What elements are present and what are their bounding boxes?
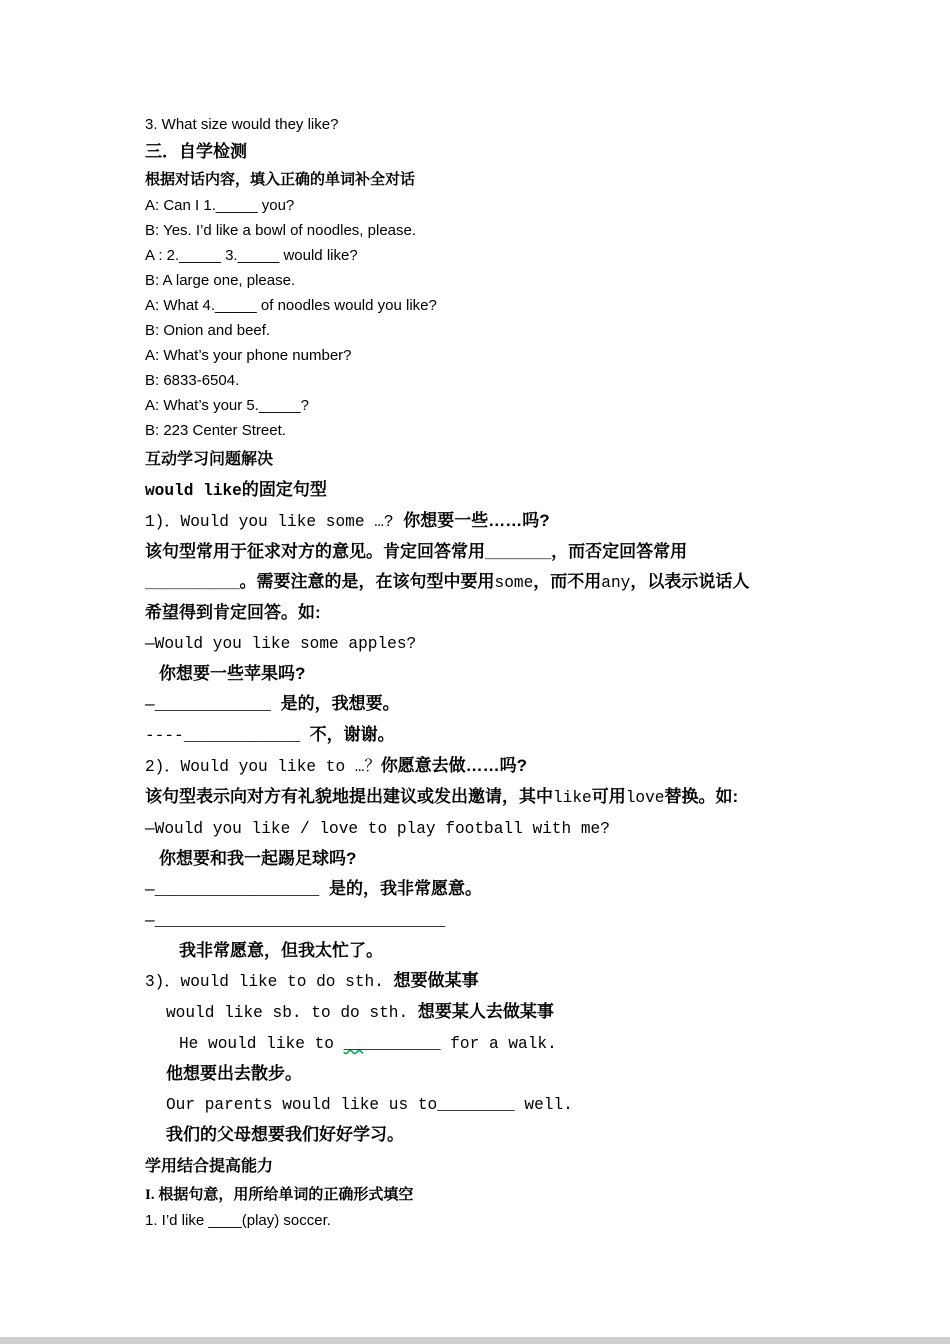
text-segment: B: Onion and beef. — [145, 322, 271, 339]
text-segment: ，而不用 — [533, 572, 602, 591]
text-segment: 我们的父母想要我们好好学习。 — [166, 1125, 404, 1144]
text-segment: —______________________________ — [145, 912, 446, 930]
text-segment: Our parents would like us to________ well. — [166, 1096, 573, 1114]
text-segment: 1)．Would you like some …? — [145, 513, 404, 531]
text-segment: B: 223 Center Street. — [145, 422, 286, 439]
text-segment: —Would you like some apples? — [145, 635, 417, 653]
page-bottom-edge — [0, 1337, 950, 1344]
text-segment: 不，谢谢。 — [309, 725, 395, 744]
text-segment: __ — [343, 1035, 364, 1053]
text-line — [145, 1059, 820, 1089]
text-segment: 学用结合提高能力 — [145, 1158, 274, 1175]
text-line — [145, 112, 820, 137]
text-segment: 是的，我想要。 — [280, 694, 400, 713]
text-line — [145, 268, 820, 293]
text-line — [145, 137, 820, 167]
text-line — [145, 193, 820, 218]
text-line — [145, 475, 820, 506]
text-line — [145, 905, 820, 936]
text-segment: some — [494, 574, 534, 592]
text-segment: __________。需要注意的是，在该句型中要用 — [145, 572, 495, 591]
text-line — [145, 1152, 820, 1182]
text-segment: ----____________ — [145, 727, 310, 745]
text-line — [145, 318, 820, 343]
text-segment: A: What’s your 5._____? — [145, 397, 309, 414]
text-segment: A: What 4._____ of noodles would you like? — [145, 297, 437, 314]
text-line — [145, 218, 820, 243]
text-segment: I. — [145, 1187, 159, 1203]
text-segment: 我非常愿意，但我太忙了。 — [179, 941, 383, 960]
text-line — [145, 243, 820, 268]
text-line — [145, 966, 820, 997]
text-line — [145, 506, 820, 537]
text-segment: 是的，我非常愿意。 — [329, 879, 483, 898]
text-line — [145, 689, 820, 720]
text-segment: 他想要出去散步。 — [166, 1064, 302, 1083]
text-segment: love — [625, 789, 665, 807]
text-segment: 想要做某事 — [393, 971, 479, 990]
text-segment: A: Can I 1._____ you? — [145, 197, 295, 214]
text-segment: like — [553, 789, 592, 807]
text-segment: ________ for a walk. — [363, 1035, 557, 1053]
text-segment: 根据句意，用所给单词的正确形式填空 — [158, 1186, 414, 1203]
text-segment: 该句型常用于征求对方的意见。肯定回答常用_______，而否定回答常用 — [145, 542, 688, 561]
text-segment: 3. What size would they like? — [145, 116, 339, 133]
text-segment: —____________ — [145, 696, 281, 714]
text-segment: 互动学习问题解决 — [145, 451, 274, 468]
text-segment: 三．自学检测 — [145, 142, 247, 161]
text-line — [145, 445, 820, 475]
text-line — [145, 537, 820, 567]
text-segment: 1. I’d like ____(play) soccer. — [145, 1212, 331, 1229]
text-segment: 你愿意去做……吗? — [380, 756, 528, 775]
text-segment: 的固定句型 — [241, 480, 327, 499]
text-segment: 该句型表示向对方有礼貌地提出建议或发出邀请，其中 — [145, 787, 553, 806]
text-segment: would like sb. to do sth. — [166, 1004, 418, 1022]
text-segment: 2)．Would you like to …？ — [145, 758, 381, 776]
text-line — [145, 720, 820, 751]
text-segment: B: Yes. I’d like a bowl of noodles, please. — [145, 222, 417, 239]
text-segment: —_________________ — [145, 881, 330, 899]
text-line — [145, 844, 820, 874]
text-line — [145, 659, 820, 689]
text-line — [145, 782, 820, 813]
text-line — [145, 751, 820, 782]
text-segment: He would like to — [179, 1035, 344, 1053]
text-line — [145, 936, 820, 966]
text-segment: 根据对话内容，填入正确的单词补全对话 — [145, 171, 416, 188]
text-segment: would like — [145, 482, 242, 500]
text-line — [145, 343, 820, 368]
text-line — [145, 1208, 820, 1233]
text-line — [145, 167, 820, 193]
text-line — [145, 393, 820, 418]
document-body — [145, 112, 820, 1233]
text-line — [145, 1120, 820, 1150]
text-line — [145, 628, 820, 659]
text-segment: 你想要一些……吗? — [403, 511, 550, 530]
text-line — [145, 874, 820, 905]
text-line — [145, 368, 820, 393]
text-segment: A: What’s your phone number? — [145, 347, 352, 364]
text-segment: ，以表示说话人 — [630, 572, 750, 591]
text-segment: A : 2._____ 3._____ would like? — [145, 247, 358, 264]
text-line — [145, 813, 820, 844]
text-segment: B: A large one, please. — [145, 272, 296, 289]
text-line — [145, 997, 820, 1028]
text-segment: 可用 — [591, 787, 626, 806]
text-line — [145, 1028, 820, 1059]
text-line — [145, 567, 820, 598]
text-line — [145, 418, 820, 443]
text-segment: 希望得到肯定回答。如: — [145, 603, 321, 622]
text-line — [145, 1089, 820, 1120]
text-line — [145, 1182, 820, 1208]
text-line — [145, 293, 820, 318]
text-segment: 你想要和我一起踢足球吗? — [159, 849, 357, 868]
text-line — [145, 598, 820, 628]
text-segment: any — [601, 574, 631, 592]
text-segment: B: 6833-6504. — [145, 372, 240, 389]
text-segment: 你想要一些苹果吗? — [159, 664, 306, 683]
text-segment: 替换。如: — [664, 787, 739, 806]
text-segment: 3)．would like to do sth. — [145, 973, 394, 991]
text-segment: 想要某人去做某事 — [417, 1002, 554, 1021]
text-segment: —Would you like / love to play football with me? — [145, 820, 610, 838]
